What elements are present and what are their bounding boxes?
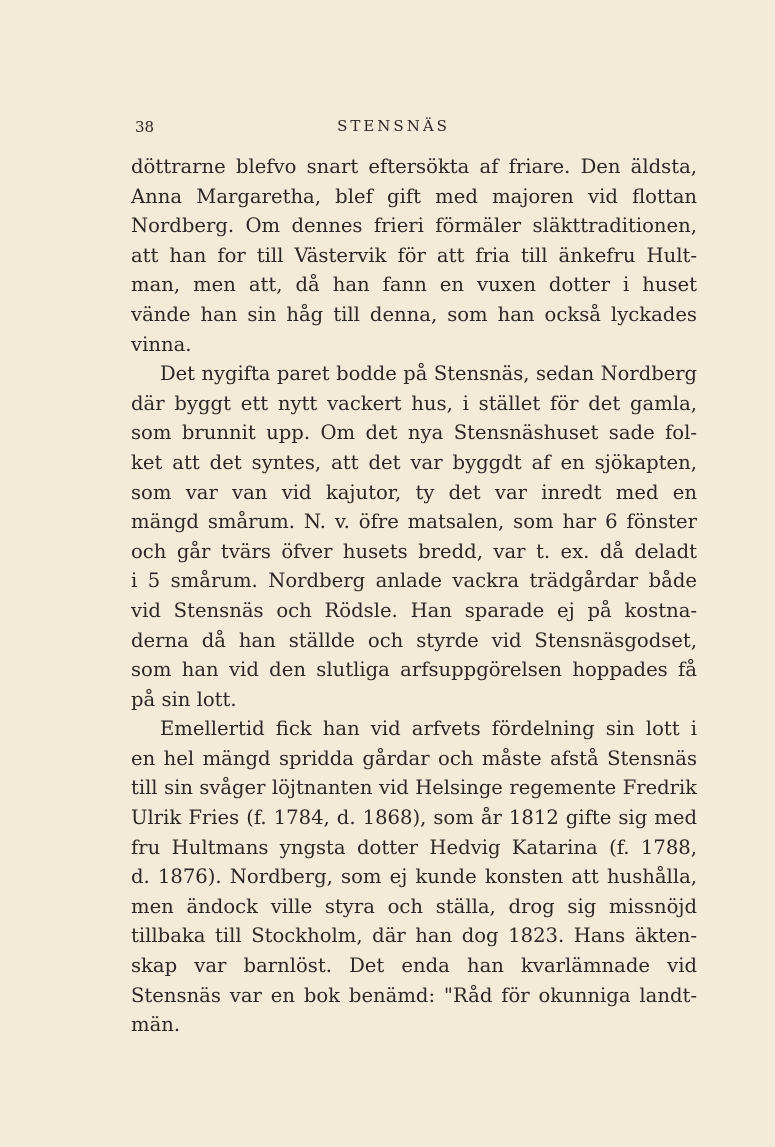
running-title: STENSNÄS	[337, 117, 450, 135]
text-line: Nordberg. Om dennes frieri förmäler släkttraditionen,	[131, 214, 697, 238]
text-line: derna då han ställde och styrde vid Stensnäsgodset,	[131, 628, 697, 652]
text-line: som brunnit upp. Om det nya Stensnäshuset sade fol-	[131, 421, 697, 445]
text-line: till sin svåger löjtnanten vid Helsinge regemente Fredrik	[131, 776, 697, 800]
page-number: 38	[135, 118, 155, 136]
text-line: vände han sin håg till denna, som han också lyckades	[131, 302, 697, 326]
text-line: Ulrik Fries (f. 1784, d. 1868), som år 1812 gifte sig med	[131, 806, 697, 830]
text-line: fru Hultmans yngsta dotter Hedvig Katarina (f. 1788,	[131, 835, 697, 859]
text-line: vid Stensnäs och Rödsle. Han sparade ej på kostna-	[131, 598, 697, 622]
text-line: att han for till Västervik för att fria till änkefru Hult-	[131, 243, 697, 267]
text-line: skap var barnlöst. Det enda han kvarlämnade vid	[131, 954, 697, 978]
text-line: som han vid den slutliga arfsuppgörelsen hoppades få	[131, 658, 697, 682]
text-line: ket att det syntes, att det var byggdt af en sjökapten,	[131, 450, 697, 474]
text-line: och går tvärs öfver husets bredd, var t. ex. då deladt	[131, 539, 697, 563]
text-line: i 5 smårum. Nordberg anlade vackra trädgårdar både	[131, 569, 697, 593]
text-line: på sin lott.	[131, 687, 237, 711]
text-line: döttrarne blefvo snart eftersökta af friare. Den äldsta,	[131, 155, 697, 178]
text-line: Stensnäs var en bok benämd: "Råd för okunniga landt-	[131, 983, 697, 1007]
text-line: d. 1876). Nordberg, som ej kunde konsten att hushålla,	[131, 865, 697, 889]
text-line: Emellertid fick han vid arfvets fördelning sin lott i	[160, 717, 697, 741]
text-line: män.	[131, 1013, 181, 1037]
text-line: man, men att, då han fann en vuxen dotter i huset	[131, 273, 697, 297]
text-line: vinna.	[131, 332, 192, 356]
text-line: mängd smårum. N. v. öfre matsalen, som har 6 fönster	[131, 510, 697, 534]
text-line: men ändock ville styra och ställa, drog sig missnöjd	[131, 894, 697, 918]
text-line: tillbaka till Stockholm, där han dog 1823. Hans äkten-	[131, 924, 697, 948]
text-line: en hel mängd spridda gårdar och måste afstå Stensnäs	[131, 746, 697, 770]
text-line: Anna Margaretha, blef gift med majoren vid flottan	[131, 184, 697, 208]
text-line: Det nygifta paret bodde på Stensnäs, sedan Nordberg	[160, 362, 697, 386]
text-line: som var van vid kajutor, ty det var inredt med en	[131, 480, 697, 504]
text-line: där byggt ett nytt vackert hus, i stället för det gamla,	[131, 391, 697, 415]
body-text	[131, 152, 697, 1040]
